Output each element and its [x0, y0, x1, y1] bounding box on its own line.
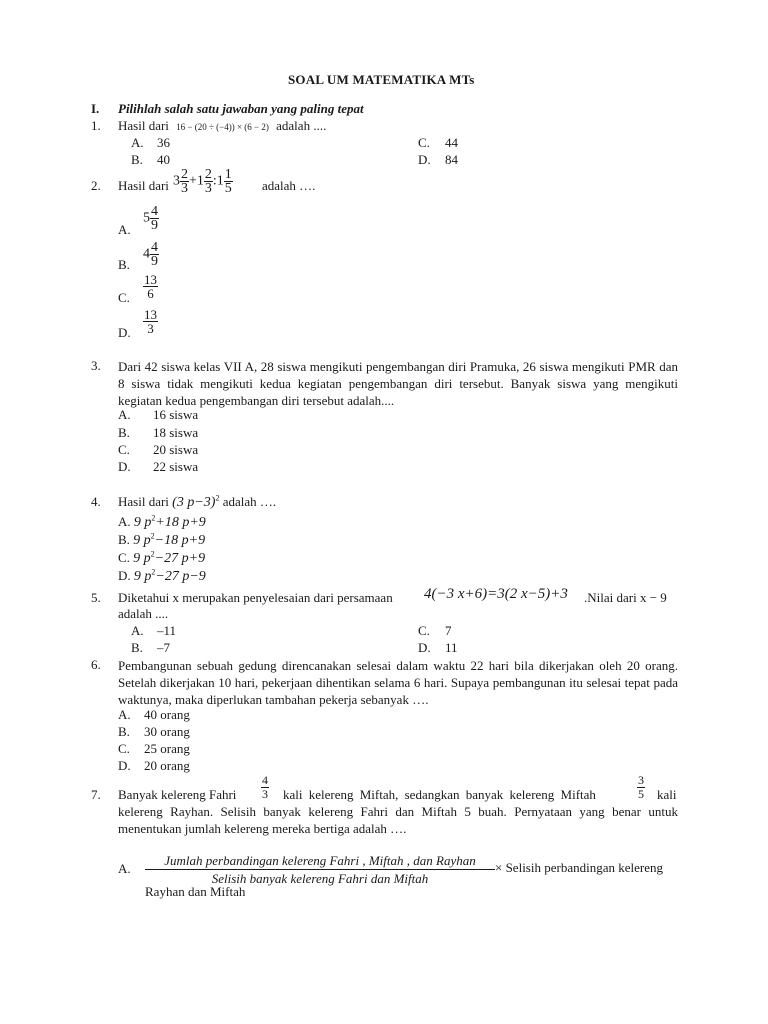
option-letter[interactable]: A. [131, 623, 144, 638]
option-text: –11 [157, 623, 177, 638]
fraction: $\frac{4}{3}$ [262, 773, 268, 801]
option-expression: 9 $p^2-27$ p−9 [133, 567, 206, 584]
question-prefix: Hasil dari [118, 178, 169, 193]
option-text: 36 [157, 135, 170, 150]
page-title: SOAL UM MATEMATIKA MTs [288, 72, 475, 87]
option-letter[interactable]: B. [118, 532, 130, 547]
option-letter[interactable]: A. [118, 707, 131, 722]
question-suffix: adalah …. [222, 494, 277, 509]
option-text-line2: Rayhan dan Miftah [145, 884, 246, 899]
option-fraction: Jumlah perbandingan kelereng Fahri , Miftah , dan Rayhan Selisih banyak kelereng Fahri dan Miftah [145, 852, 495, 887]
option-letter[interactable]: D. [118, 568, 131, 583]
option-letter[interactable]: D. [118, 758, 131, 773]
section-instruction: Pilihlah salah satu jawaban yang paling tepat [118, 101, 364, 116]
question-number: 4. [91, 494, 101, 509]
option-text: 44 [445, 135, 458, 150]
option-text: 18 siswa [153, 425, 199, 440]
question-text: Dari 42 siswa kelas VII A, 28 siswa mengikuti pengembangan diri Pramuka, 26 siswa mengikuti PMR dan 8 siswa tidak mengikuti kedua kegiatan pengembangan diri tersebut. Banyak siswa yang mengikuti kegiatan kedua pengembangan diri tersebut adalah.... [118, 359, 678, 408]
option-letter[interactable]: D. [418, 152, 431, 167]
option-letter[interactable]: B. [131, 640, 143, 655]
option-letter[interactable]: A. [118, 407, 131, 422]
question-number: 6. [91, 657, 101, 672]
option-letter[interactable]: A. [131, 135, 144, 150]
option-letter[interactable]: B. [131, 152, 143, 167]
option-letter[interactable]: C. [118, 290, 130, 305]
option-letter[interactable]: B. [118, 257, 130, 272]
option-text: 7 [445, 623, 452, 638]
question-text-part: Banyak kelereng Fahri [118, 787, 237, 802]
option-text: 11 [445, 640, 458, 655]
question-number: 5. [91, 590, 101, 605]
option-expression: 9 $p^2-18$ p+9 [133, 531, 206, 548]
option-letter[interactable]: C. [118, 550, 130, 565]
option-letter[interactable]: D. [418, 640, 431, 655]
math-expression: 3 $\frac{2}{3}$ +1 $\frac{2}{3}$ :1 $\frac{1}{5}$ [173, 167, 232, 196]
option-text: 22 siswa [153, 459, 199, 474]
option-letter[interactable]: A. [118, 514, 131, 529]
option-letter[interactable]: C. [418, 623, 430, 638]
math-expression: 4(−3 x+6)=3(2 x−5)+3 [424, 586, 568, 602]
question-text: kelereng Rayhan. Selisih banyak kelereng Fahri dan Miftah 5 buah. Pernyataan yang benar untuk menentukan jumlah kelereng mereka bertiga adalah …. [118, 804, 678, 836]
math-expression: (3 p−3)$^2$ [172, 493, 220, 510]
option-letter[interactable]: B. [118, 425, 130, 440]
option-text: 20 orang [144, 758, 190, 773]
question-suffix: .Nilai dari x − 9 [584, 590, 667, 605]
section-number: I. [91, 101, 100, 116]
option-letter[interactable]: A. [118, 861, 131, 876]
fraction: $\frac{3}{5}$ [638, 773, 644, 801]
question-number: 3. [91, 358, 101, 373]
option-letter[interactable]: B. [118, 724, 130, 739]
option-letter[interactable]: C. [118, 741, 130, 756]
option-text: 40 orang [144, 707, 190, 722]
option-text: –7 [157, 640, 170, 655]
option-text: 16 siswa [153, 407, 199, 422]
option-expression: 9 $p^2-27$ p+9 [133, 549, 206, 566]
option-letter[interactable]: A. [118, 222, 131, 237]
question-number: 1. [91, 118, 101, 133]
option-letter[interactable]: D. [118, 459, 131, 474]
option-letter[interactable]: C. [118, 442, 130, 457]
question-prefix: Hasil dari [118, 494, 169, 509]
option-text: 20 siswa [153, 442, 199, 457]
question-suffix: adalah …. [262, 178, 316, 193]
question-text-part: kali kelereng Miftah, sedangkan banyak kelereng Miftah [283, 787, 596, 802]
question-suffix-line2: adalah .... [118, 606, 169, 621]
option-letter[interactable]: D. [118, 325, 131, 340]
question-text-part: kali [657, 787, 677, 802]
option-text: 25 orang [144, 741, 190, 756]
option-text: 84 [445, 152, 458, 167]
option-text: × Selisih perbandingan kelereng [495, 860, 663, 875]
option-fraction: $\frac{13}{6}$ [144, 272, 157, 301]
math-expression: 16 − (20 ÷ (−4)) × (6 − 2) [176, 122, 269, 132]
option-fraction: $\frac{13}{3}$ [144, 307, 157, 336]
option-letter[interactable]: C. [418, 135, 430, 150]
question-prefix: Hasil dari [118, 118, 169, 133]
option-fraction: 5 $\frac{4}{9}$ [143, 204, 158, 233]
option-text: 40 [157, 152, 170, 167]
question-number: 2. [91, 178, 101, 193]
option-fraction: 4 $\frac{4}{9}$ [143, 240, 158, 269]
question-number: 7. [91, 787, 101, 802]
option-text: 30 orang [144, 724, 190, 739]
question-suffix: adalah .... [276, 118, 327, 133]
option-expression: 9 $p^2+18$ p+9 [133, 513, 206, 530]
question-prefix: Diketahui x merupakan penyelesaian dari persamaan [118, 590, 393, 605]
question-text: Pembangunan sebuah gedung direncanakan selesai dalam waktu 22 hari bila dikerjakan oleh 20 orang. Setelah dikerjakan 10 hari, pekerjaan dihentikan selama 6 hari. Supaya pembangunan itu selesai tepat pada waktunya, maka diperlukan tambahan pekerja sebanyak …. [118, 658, 678, 707]
